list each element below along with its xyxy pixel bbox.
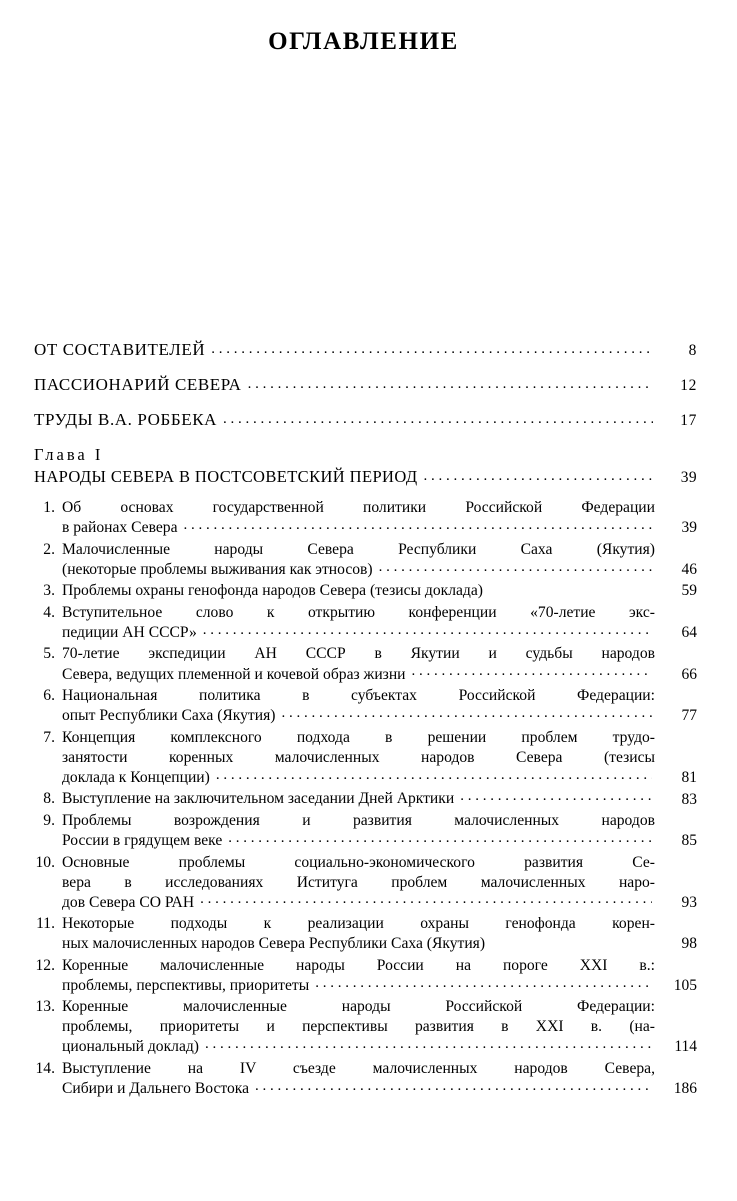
- toc-item-line: [62, 1037, 697, 1057]
- toc-item[interactable]: [34, 956, 697, 996]
- toc-item-page: 98: [681, 935, 697, 953]
- toc-item-text: Некоторые подходы к реализации охраны генофонда корен-: [62, 915, 655, 933]
- toc-item-text: Концепция комплексного подхода в решении проблем трудо-: [62, 728, 655, 746]
- toc-item-list: [34, 498, 697, 1099]
- toc-item-body: [62, 811, 697, 851]
- toc-item-line: [62, 914, 697, 934]
- toc-item-text: Основные проблемы социально-экономического развития Се-: [62, 853, 655, 871]
- toc-item-body: [62, 997, 697, 1057]
- major-entries-list: [34, 340, 697, 430]
- toc-item-line: [62, 976, 697, 996]
- toc-item-text: опыт Республики Саха (Якутия): [62, 707, 276, 725]
- toc-item-text: России в грядущем веке: [62, 832, 223, 850]
- chapter-page: 39: [680, 469, 697, 486]
- toc-entry-major[interactable]: [34, 340, 697, 360]
- toc-item-line: [62, 581, 697, 601]
- toc-item-line: [62, 789, 697, 809]
- toc-item-text: (некоторые проблемы выживания как этносов): [62, 560, 373, 578]
- toc-item-line: [62, 997, 697, 1017]
- toc-item-page: 77: [681, 707, 697, 725]
- toc-item-text: циональный доклад): [62, 1038, 199, 1056]
- chapter-label: Глава I: [34, 445, 104, 464]
- toc-item-text: вера в исследованиях Иституга проблем малочисленных наро-: [62, 873, 655, 891]
- toc-item-body: [62, 956, 697, 996]
- toc-item-body: [62, 498, 697, 538]
- toc-entry-label: ТРУДЫ В.А. РОББЕКА: [34, 410, 218, 429]
- toc-item-number: 5.: [43, 645, 55, 663]
- toc-item-text: ных малочисленных народов Севера Республики Саха (Якутия): [62, 935, 486, 953]
- toc-item-number: 1.: [43, 499, 55, 516]
- leader-dots: [205, 1034, 652, 1054]
- toc-item-number: 9.: [43, 811, 55, 829]
- toc-item-line: [62, 1079, 697, 1099]
- toc-item[interactable]: [34, 914, 697, 954]
- toc-item-text: Национальная политика в субъектах Российской Федерации:: [62, 687, 655, 705]
- toc-item-page: 93: [681, 893, 697, 911]
- toc-item-text: Вступительное слово к открытию конференции «70-летие экс-: [62, 603, 655, 621]
- toc-item[interactable]: [34, 853, 697, 913]
- toc-item-page: 66: [681, 665, 697, 683]
- table-of-contents: [34, 340, 697, 1100]
- document-page: [0, 28, 737, 1201]
- toc-item-number: 3.: [43, 582, 55, 600]
- toc-entry-page: 17: [680, 412, 697, 429]
- toc-item[interactable]: [34, 498, 697, 538]
- toc-item-text: педиции АН СССР»: [62, 623, 197, 641]
- leader-dots: [248, 374, 653, 392]
- chapter-title: НАРОДЫ СЕВЕРА В ПОСТСОВЕТСКИЙ ПЕРИОД: [34, 467, 418, 486]
- toc-entry-major[interactable]: [34, 375, 697, 395]
- leader-dots: [203, 620, 652, 640]
- toc-item-text: Сибири и Дальнего Востока: [62, 1080, 250, 1097]
- leader-dots: [223, 409, 653, 427]
- toc-item-number: 2.: [43, 540, 55, 558]
- toc-item-text: в районах Севера: [62, 519, 178, 537]
- toc-item-text: Проблемы охраны генофонда народов Севера (тезисы доклада): [62, 582, 483, 600]
- leader-dots: [184, 515, 652, 535]
- toc-entry-label: ОТ СОСТАВИТЕЛЕЙ: [34, 340, 206, 359]
- leader-dots: [216, 765, 652, 785]
- toc-item-page: 59: [681, 582, 697, 600]
- toc-item-number: 4.: [43, 603, 55, 621]
- toc-entry-label: ПАССИОНАРИЙ СЕВЕРА: [34, 375, 242, 394]
- leader-dots: [228, 828, 652, 848]
- toc-item-line: [62, 664, 697, 684]
- toc-item-line: [62, 560, 697, 580]
- toc-item-page: 105: [673, 976, 697, 994]
- leader-dots: [412, 661, 652, 681]
- leader-dots: [423, 467, 653, 484]
- toc-item-line: [62, 768, 697, 788]
- leader-dots: [211, 339, 653, 357]
- toc-item-page: 46: [681, 560, 697, 578]
- toc-item-line: [62, 728, 697, 748]
- page-title: ОГЛАВЛЕНИЕ: [268, 28, 459, 55]
- leader-dots: [255, 1076, 652, 1096]
- leader-dots: [200, 889, 652, 909]
- toc-item-body: [62, 914, 697, 954]
- toc-item-body: [62, 644, 697, 684]
- toc-item-line: [62, 518, 697, 538]
- toc-item-line: [62, 853, 697, 873]
- toc-item[interactable]: [34, 1059, 697, 1099]
- toc-item-page: 83: [681, 790, 697, 808]
- toc-item-body: [62, 540, 697, 580]
- toc-item-page: 39: [681, 519, 697, 537]
- toc-item-text: Малочисленные народы Севера Республики Саха (Якутия): [62, 540, 655, 558]
- toc-item-number: 7.: [43, 728, 55, 746]
- toc-item-number: 8.: [43, 790, 55, 808]
- toc-item-body: [62, 789, 697, 809]
- toc-item-number: 6.: [43, 687, 55, 705]
- toc-item-number: 12.: [35, 956, 55, 974]
- toc-item-line: [62, 934, 697, 954]
- toc-item-text: занятости коренных малочисленных народов Севера (тезисы: [62, 748, 655, 766]
- toc-item-page: 64: [681, 624, 697, 642]
- toc-item-text: проблемы, перспективы, приоритеты: [62, 976, 310, 994]
- toc-item[interactable]: [34, 540, 697, 580]
- toc-item-number: 11.: [36, 915, 55, 933]
- toc-item[interactable]: [34, 603, 697, 643]
- toc-item[interactable]: [34, 644, 697, 684]
- toc-item[interactable]: [34, 811, 697, 851]
- toc-item-text: Коренные малочисленные народы России на пороге XXI в.:: [62, 956, 655, 974]
- toc-item-number: 10.: [35, 853, 55, 871]
- toc-item-text: проблемы, приоритеты и перспективы развития в XXI в. (на-: [62, 1018, 655, 1036]
- toc-item-page: 186: [673, 1080, 697, 1098]
- leader-dots: [281, 703, 652, 723]
- toc-item-text: Выступление на IV съезде малочисленных народов Севера,: [62, 1059, 655, 1077]
- toc-item[interactable]: [34, 789, 697, 809]
- toc-item-page: 85: [681, 832, 697, 850]
- toc-item-number: 14.: [35, 1059, 55, 1077]
- toc-item-body: [62, 1059, 697, 1099]
- toc-item-line: [62, 623, 697, 643]
- toc-item-line: [62, 706, 697, 726]
- toc-item-number: 13.: [35, 998, 55, 1016]
- toc-item-line: [62, 892, 697, 912]
- toc-item-text: Коренные малочисленные народы Российской Федерации:: [62, 998, 655, 1016]
- toc-item[interactable]: [34, 686, 697, 726]
- toc-item[interactable]: [34, 728, 697, 788]
- toc-item-text: дов Севера СО РАН: [62, 893, 195, 911]
- toc-item-text: 70-летие экспедиции АН СССР в Якутии и судьбы народов: [62, 645, 655, 663]
- toc-item-body: [62, 603, 697, 643]
- toc-item-text: Выступление на заключительном заседании Дней Арктики: [62, 790, 455, 808]
- leader-dots: [315, 973, 652, 993]
- toc-entry-page: 8: [688, 342, 697, 359]
- toc-item-text: Об основах государственной политики Российской Федерации: [62, 499, 655, 516]
- toc-item-body: [62, 581, 697, 601]
- toc-item[interactable]: [34, 581, 697, 601]
- leader-dots: [460, 786, 652, 806]
- toc-item-line: [62, 831, 697, 851]
- toc-item-body: [62, 728, 697, 788]
- toc-item-text: Проблемы возрождения и развития малочисленных народов: [62, 811, 655, 829]
- toc-entry-major[interactable]: [34, 410, 697, 430]
- toc-item-page: 114: [674, 1038, 697, 1056]
- toc-item-text: Севера, ведущих племенной и кочевой образ жизни: [62, 665, 406, 683]
- toc-entry-page: 12: [680, 377, 697, 394]
- toc-item-body: [62, 686, 697, 726]
- toc-item-page: 81: [681, 768, 697, 786]
- toc-item-body: [62, 853, 697, 913]
- toc-item[interactable]: [34, 997, 697, 1057]
- chapter-title-entry[interactable]: [34, 467, 697, 487]
- leader-dots: [379, 557, 652, 577]
- toc-item-text: доклада к Концепции): [62, 768, 210, 786]
